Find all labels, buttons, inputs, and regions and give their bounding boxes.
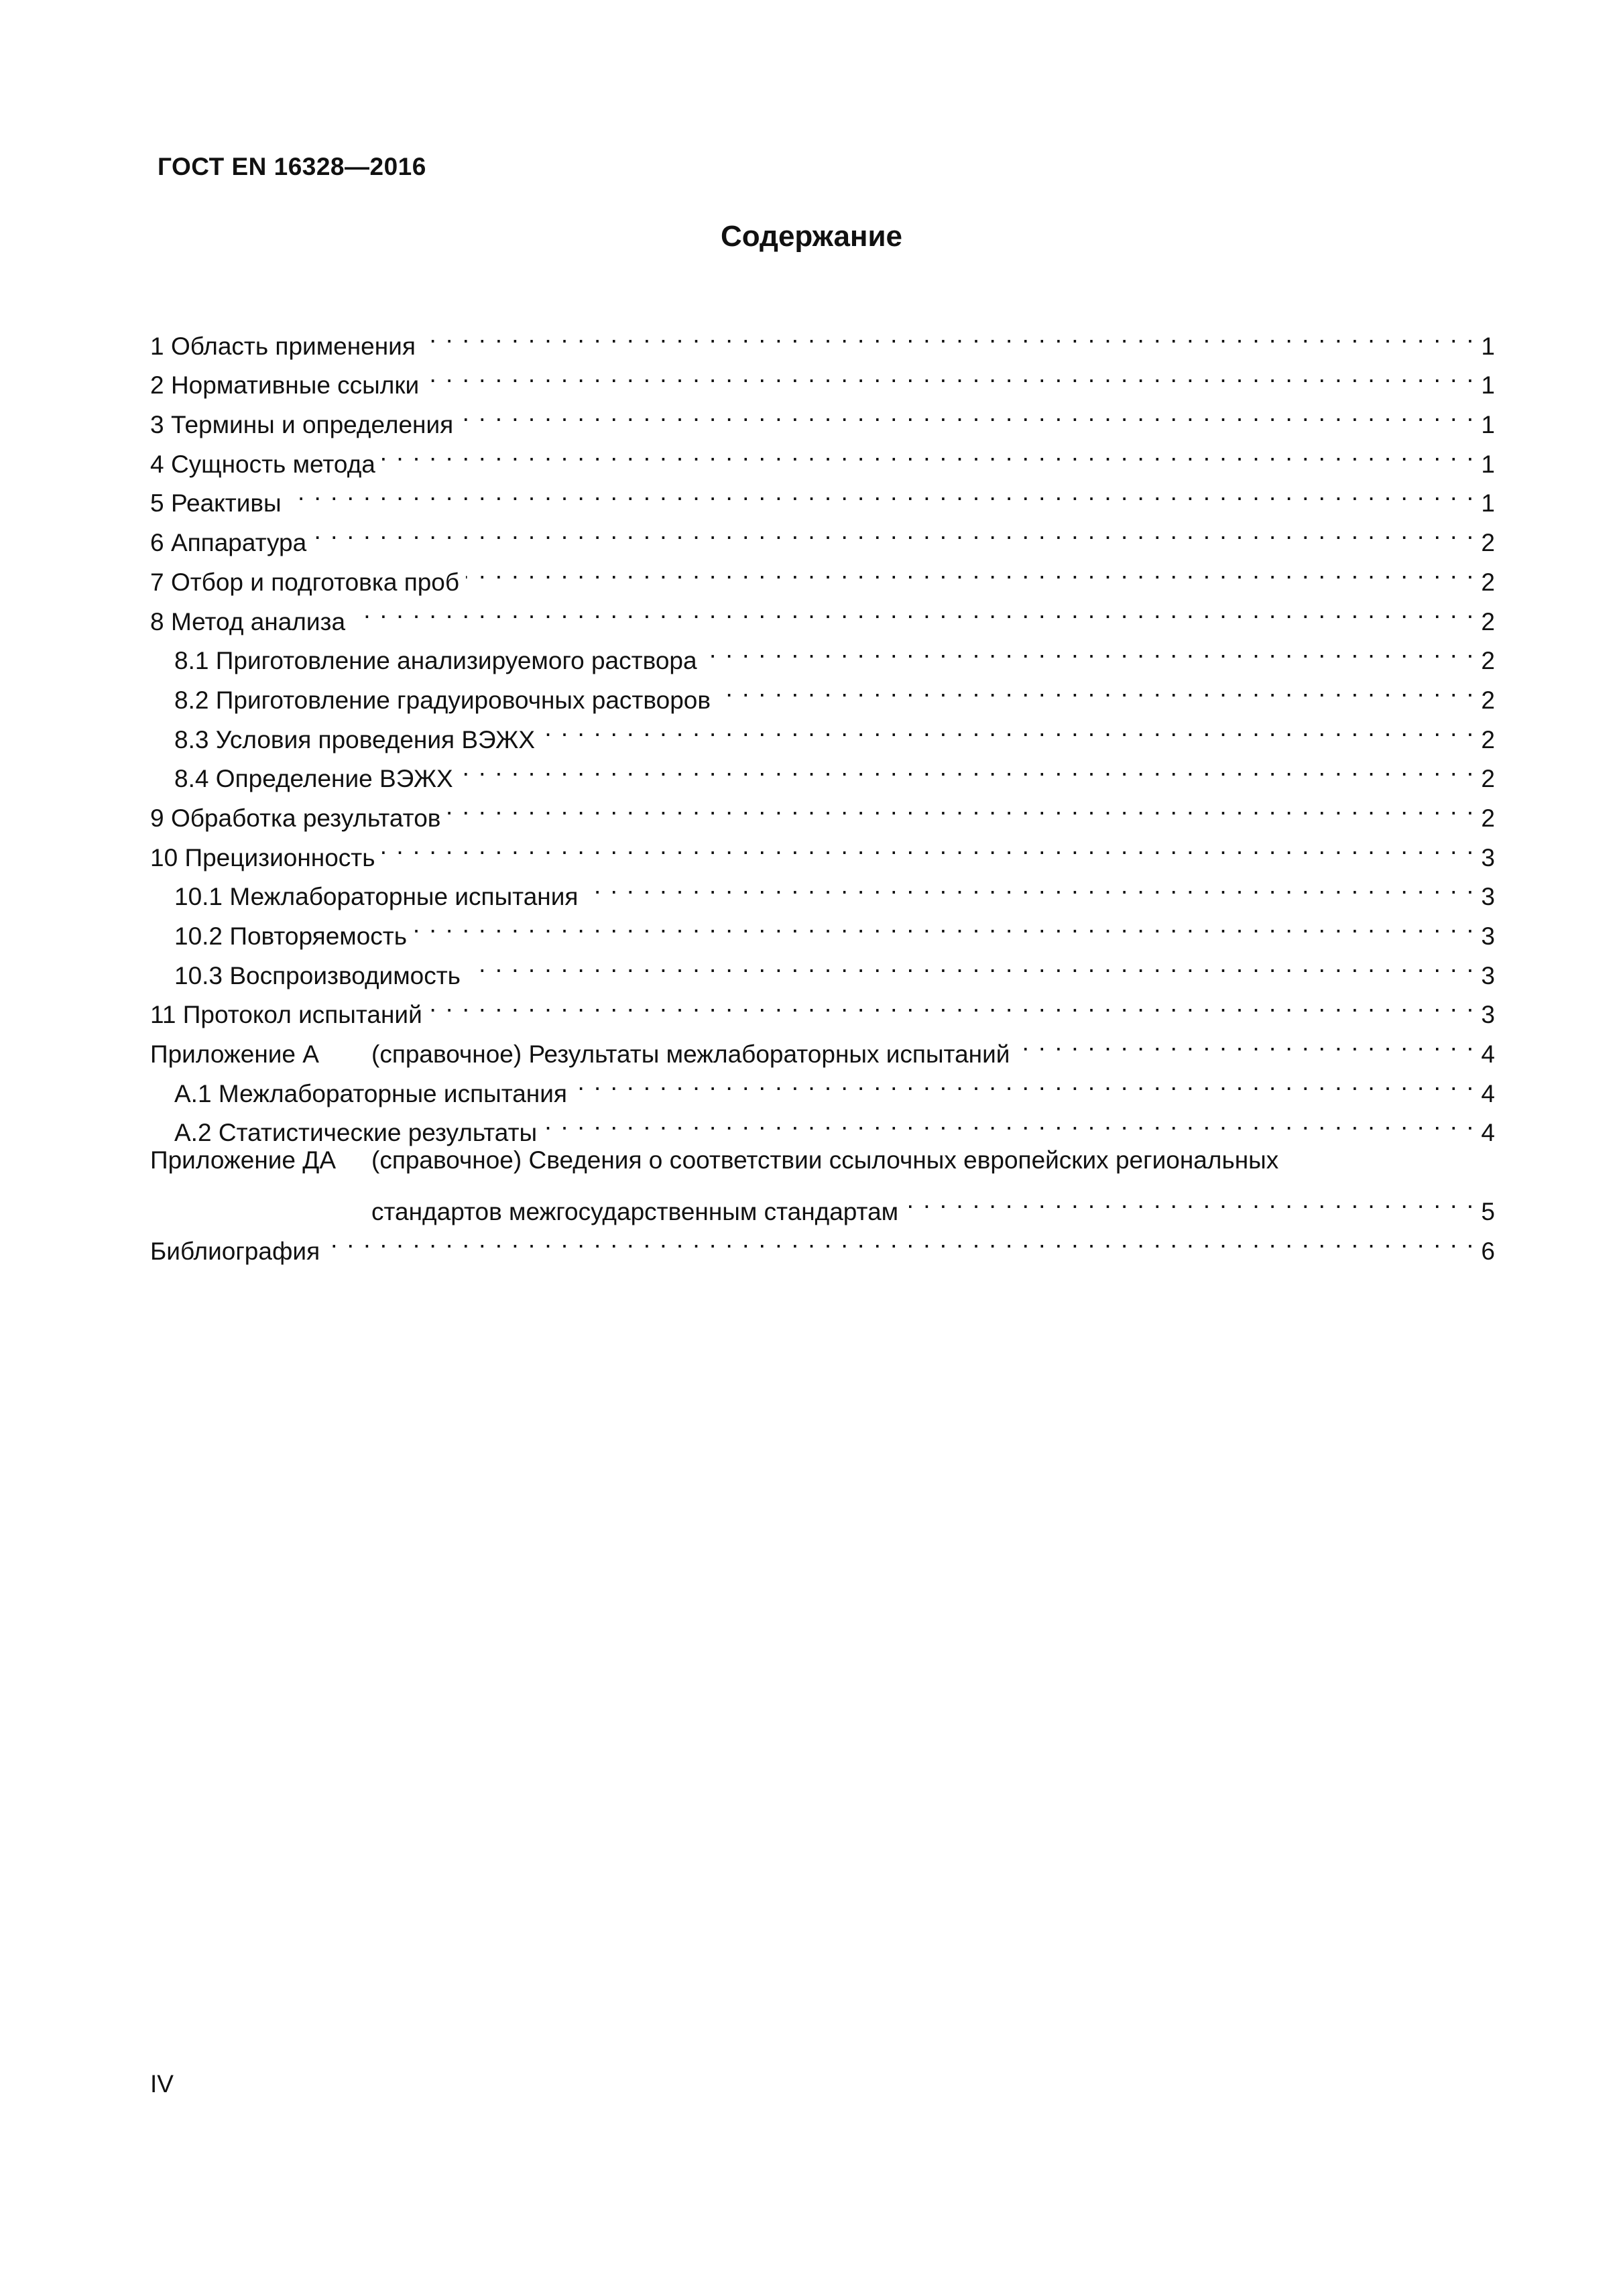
dot-leader — [717, 669, 1475, 709]
toc-entry-number: 8.3 — [174, 725, 209, 753]
toc-entry-label: Прецизионность — [184, 843, 375, 871]
toc-appendix-continuation[interactable] — [150, 1181, 1495, 1225]
toc-entry-label: стандартов межгосударственным стандартам — [371, 1197, 899, 1225]
toc-entry-label: (справочное) Сведения о соответствии ссылочных европейских региональных — [371, 1146, 1279, 1174]
toc-entry-number: 8.2 — [174, 686, 209, 714]
toc-subentry[interactable] — [150, 905, 1495, 950]
toc-title: Содержание — [720, 220, 903, 253]
toc-entry-number: 10.2 — [174, 922, 223, 950]
page-number: IV — [150, 2070, 174, 2098]
toc-entry-number: 8.4 — [174, 765, 209, 793]
toc-subentry[interactable] — [150, 866, 1495, 911]
toc-entry-page: 6 — [1481, 1237, 1495, 1265]
toc-entry-page: 1 — [1481, 332, 1495, 360]
toc-entry[interactable] — [150, 511, 1495, 557]
toc-entry-number: 7 — [150, 568, 164, 596]
dot-leader — [467, 945, 1475, 984]
dot-leader — [422, 315, 1475, 355]
toc-entry-number: 8.1 — [174, 647, 209, 675]
toc-entry-label: (справочное) Результаты межлабораторных испытаний — [371, 1040, 1010, 1069]
toc-entry-page: 5 — [1481, 1197, 1495, 1225]
toc-appendix-number: Приложение А — [150, 1040, 319, 1069]
toc-entry-page: 2 — [1481, 765, 1495, 793]
dot-leader — [426, 355, 1475, 394]
toc-entry-page: 1 — [1481, 450, 1495, 478]
dot-leader — [288, 473, 1475, 512]
toc-entry-number: 6 — [150, 529, 164, 557]
toc-entry-number: 1 — [150, 332, 164, 360]
toc-entry-label: Условия проведения ВЭЖХ — [215, 725, 535, 753]
toc-entry-page: 1 — [1481, 489, 1495, 518]
toc-entry-page: 2 — [1481, 804, 1495, 832]
toc-entry-number: 10.1 — [174, 883, 223, 911]
dot-leader — [460, 394, 1475, 433]
dot-leader — [414, 905, 1475, 945]
dot-leader — [447, 787, 1475, 827]
toc-entry-bibliography[interactable] — [150, 1220, 1495, 1265]
toc-entry-label: Межлабораторные испытания — [229, 883, 579, 911]
dot-leader — [585, 866, 1475, 906]
toc-subentry[interactable] — [150, 630, 1495, 675]
toc-entry-label: Нормативные ссылки — [170, 371, 420, 400]
toc-entry-page: 2 — [1481, 647, 1495, 675]
dot-leader — [574, 1063, 1475, 1102]
toc-entry[interactable] — [150, 315, 1495, 360]
toc-entry[interactable] — [150, 473, 1495, 518]
toc-entry-number: А.1 — [174, 1079, 212, 1107]
dot-leader — [326, 1220, 1475, 1260]
toc-entry-page: 3 — [1481, 883, 1495, 911]
toc-entry-page: 2 — [1481, 686, 1495, 714]
toc-entry-label: Определение ВЭЖХ — [215, 765, 453, 793]
toc-appendix-entry[interactable] — [150, 1023, 1495, 1069]
dot-leader — [466, 551, 1475, 591]
toc-entry-label: Приготовление градуировочных растворов — [215, 686, 711, 714]
toc-entry-label: Статистические результаты — [218, 1119, 538, 1147]
toc-entry-number: 3 — [150, 411, 164, 439]
toc-entry-number: 4 — [150, 450, 164, 478]
toc-entry-number: 2 — [150, 371, 164, 400]
toc-entry[interactable] — [150, 551, 1495, 596]
document-code: ГОСТ EN 16328—2016 — [158, 153, 426, 180]
toc-entry-label: Сущность метода — [170, 450, 375, 478]
toc-entry-label: Отбор и подготовка проб — [170, 568, 460, 596]
toc-entry-label: Воспроизводимость — [229, 961, 461, 989]
toc-entry[interactable] — [150, 984, 1495, 1029]
toc-entry-number: 11 — [150, 1001, 176, 1029]
dot-leader — [905, 1181, 1475, 1220]
toc-entry-number: 8 — [150, 607, 164, 636]
toc-entry-label: Межлабораторные испытания — [218, 1079, 567, 1107]
toc-entry[interactable] — [150, 591, 1495, 636]
toc-appendix-number: Приложение ДА — [150, 1146, 337, 1174]
dot-leader — [704, 630, 1475, 670]
toc-entry-number: 10.3 — [174, 961, 223, 989]
toc-entry[interactable] — [150, 827, 1495, 871]
toc-entry[interactable] — [150, 787, 1495, 832]
toc-entry-label: Протокол испытаний — [182, 1001, 422, 1029]
toc-entry-label: Библиография — [150, 1237, 320, 1265]
toc-entry-page: 3 — [1481, 1001, 1495, 1029]
toc-entry[interactable] — [150, 394, 1495, 439]
toc-entry-label: Реактивы — [170, 489, 282, 518]
toc-entry-page: 4 — [1481, 1119, 1495, 1147]
toc-entry-label: Область применения — [170, 332, 416, 360]
toc-entry-page: 2 — [1481, 607, 1495, 636]
toc-entry-label: Приготовление анализируемого раствора — [215, 647, 697, 675]
toc-entry-label: Обработка результатов — [170, 804, 441, 832]
toc-entry-page: 1 — [1481, 371, 1495, 400]
toc-entry-label: Повторяемость — [229, 922, 408, 950]
toc-entry-page: 2 — [1481, 529, 1495, 557]
toc-entry-number: 5 — [150, 489, 164, 518]
toc-subentry[interactable] — [150, 669, 1495, 714]
toc-subentry[interactable] — [150, 1102, 1495, 1147]
toc-entry-page: 3 — [1481, 922, 1495, 950]
dot-leader — [1016, 1023, 1475, 1063]
toc-subentry[interactable] — [150, 1063, 1495, 1107]
dot-leader — [382, 433, 1475, 473]
dot-leader — [382, 827, 1475, 866]
dot-leader — [352, 591, 1475, 630]
toc-appendix-entry[interactable] — [150, 1141, 1495, 1181]
dot-leader — [542, 709, 1475, 748]
dot-leader — [460, 748, 1475, 788]
toc-entry-page: 4 — [1481, 1079, 1495, 1107]
toc-entry-page: 4 — [1481, 1040, 1495, 1069]
toc-entry-number: 9 — [150, 804, 164, 832]
toc-entry-number: А.2 — [174, 1119, 212, 1147]
toc-entry[interactable] — [150, 355, 1495, 400]
toc-entry-label: Термины и определения — [170, 411, 454, 439]
toc-entry-page: 1 — [1481, 411, 1495, 439]
toc-entry-label: Аппаратура — [170, 529, 307, 557]
toc-subentry[interactable] — [150, 709, 1495, 753]
dot-leader — [313, 511, 1475, 551]
toc-entry-number: 10 — [150, 843, 178, 871]
toc-subentry[interactable] — [150, 748, 1495, 793]
dot-leader — [544, 1102, 1475, 1142]
table-of-contents — [150, 315, 1495, 1265]
toc-entry-page: 3 — [1481, 843, 1495, 871]
toc-entry-page: 3 — [1481, 961, 1495, 989]
dot-leader — [429, 984, 1475, 1024]
toc-entry[interactable] — [150, 433, 1495, 478]
toc-entry-page: 2 — [1481, 725, 1495, 753]
toc-subentry[interactable] — [150, 945, 1495, 989]
toc-entry-page: 2 — [1481, 568, 1495, 596]
toc-entry-label: Метод анализа — [170, 607, 346, 636]
